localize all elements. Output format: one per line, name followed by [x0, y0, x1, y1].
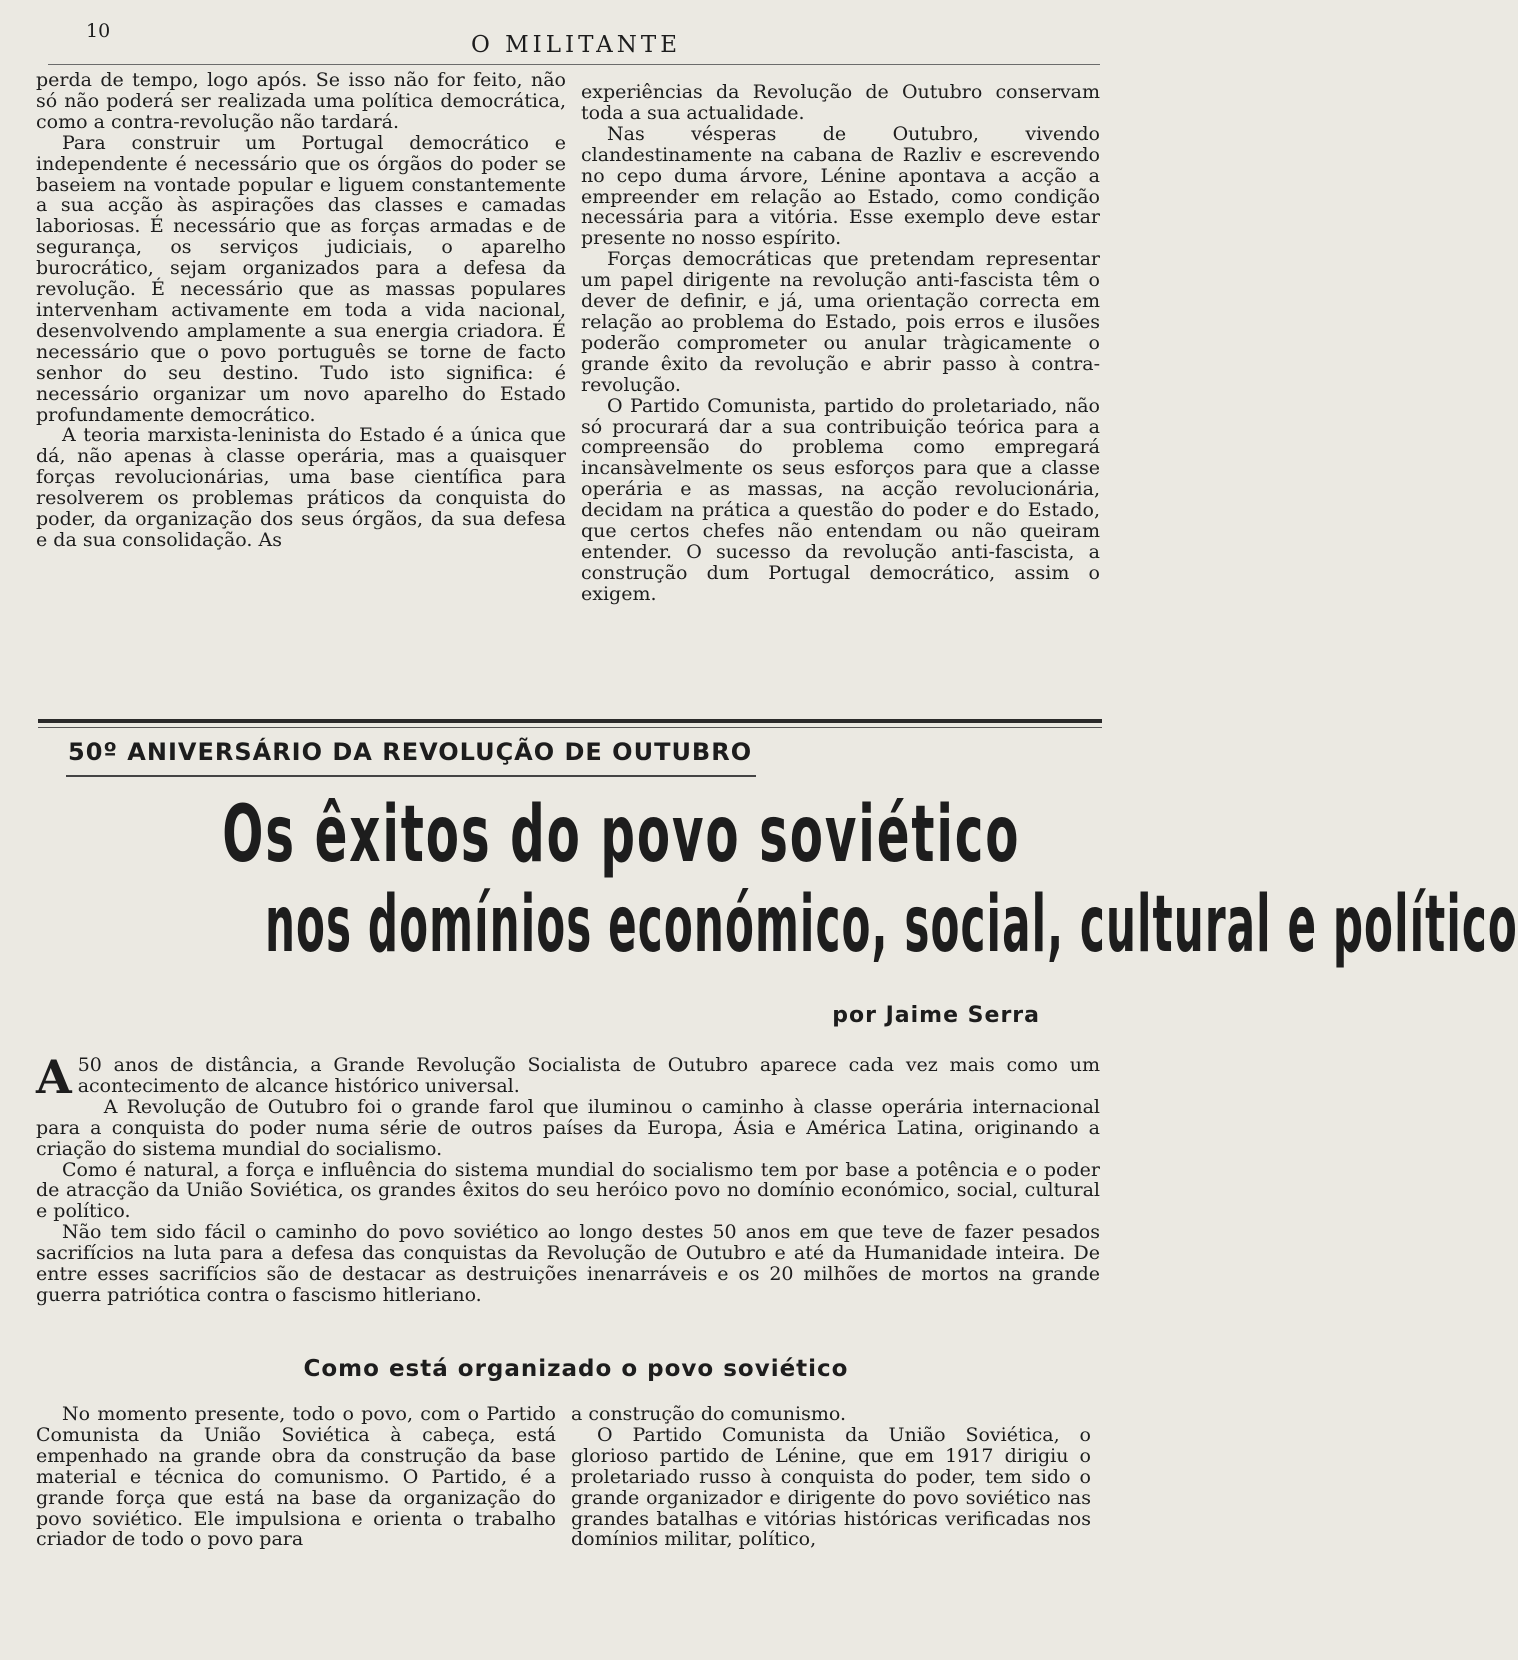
top-right-column	[581, 82, 1100, 605]
top-left-column	[36, 70, 566, 551]
intro-paragraph: A Revolução de Outubro foi o grande farol que iluminou o caminho à classe operária internacional para a conquista do poder numa série de outros países da Europa, Ásia e América Latina, originando a criação do sistema mundial do socialismo.	[36, 1095, 1100, 1160]
intro-first-text: 50 anos de distância, a Grande Revolução Socialista de Outubro aparece cada vez mais como um acontecimento de alcance histórico universal.	[77, 1054, 1100, 1097]
bottom-left-column	[36, 1404, 556, 1550]
article-kicker: 50º ANIVERSÁRIO DA REVOLUÇÃO DE OUTUBRO	[68, 738, 753, 766]
section-divider	[38, 719, 1102, 723]
kicker-underline	[66, 775, 756, 777]
section-subheading: Como está organizado o povo soviético	[303, 1356, 849, 1382]
paragraph: experiências da Revolução de Outubro conservam toda a sua actualidade.	[581, 81, 1100, 124]
byline: por Jaime Serra	[832, 1003, 1040, 1028]
paragraph: No momento presente, todo o povo, com o Partido Comunista da União Soviética à cabeça, está empenhado na grande obra da construção da base material e técnica do comunismo. O Partido, é a grande força que está na base da organização do povo soviético. Ele impulsiona e orienta o trabalho criador de todo o povo para	[36, 1403, 556, 1551]
paragraph: O Partido Comunista, partido do proletariado, não só procurará dar a sua contribuição teórica para a compreensão do problema como empregará incansàvelmente os seus esforços para que a classe operária e as massas, na acção revolucionária, decidam na prática a questão do poder e do Estado, que certos chefes não entendam ou não queiram entender. O sucesso da revolução anti-fascista, a construção dum Portugal democrático, assim o exigem.	[581, 394, 1100, 605]
running-title: O MILITANTE	[470, 32, 682, 58]
header-rule	[48, 64, 1100, 65]
intro-paragraph: Não tem sido fácil o caminho do povo soviético ao longo destes 50 anos em que teve de fazer pesados sacrifícios na luta para a defesa das conquistas da Revolução de Outubro e até da Humanidade inteira. De entre esses sacrifícios são de destacar as destruições inenarráveis e os 20 milhões de mortos na grande guerra patriótica contra o fascismo hitleriano.	[36, 1221, 1100, 1306]
article-intro	[36, 1050, 1100, 1306]
paragraph: O Partido Comunista da União Soviética, o glorioso partido de Lénine, que em 1917 dirigiu o proletariado russo à conquista do poder, tem sido o grande organizador e dirigente do povo soviético nas grandes batalhas e vitórias históricas verificadas nos domínios militar, político,	[571, 1423, 1091, 1551]
bottom-right-column	[571, 1404, 1091, 1550]
intro-paragraph: Como é natural, a força e influência do sistema mundial do socialismo tem por base a potência e o poder de atracção da União Soviética, os grandes êxitos do seu heróico povo no domínio económico, social, cultural e político.	[36, 1158, 1100, 1223]
drop-cap: A	[36, 1050, 72, 1104]
paragraph: perda de tempo, logo após. Se isso não for feito, não só não poderá ser realizada uma política democrática, como a contra-revolução não tardará.	[36, 69, 566, 133]
intro-paragraph	[36, 1050, 1100, 1104]
paragraph: A teoria marxista-leninista do Estado é a única que dá, não apenas à classe operária, mas a quaisquer forças revolucionárias, uma base científica para resolverem os problemas práticos da conquista do poder, da organização dos seus órgãos, da sua defesa e da sua consolidação. As	[36, 424, 566, 551]
section-divider-thin	[38, 727, 1102, 728]
page-number: 10	[86, 20, 111, 42]
paragraph: a construção do comunismo.	[571, 1403, 847, 1425]
paragraph: Para construir um Portugal democrático e independente é necessário que os órgãos do poder se baseiem na vontade popular e liguem constantemente a sua acção às aspirações das classes e camadas laboriosas. É necessário que as forças armadas e de segurança, os serviços judiciais, o aparelho burocrático, sejam organizados para a defesa da revolução. É necessário que as massas populares intervenham activamente em toda a vida nacional, desenvolvendo amplamente a sua energia criadora. É necessário que o povo português se torne de facto senhor do seu destino. Tudo isto significa: é necessário organizar um novo aparelho do Estado profundamente democrático.	[36, 131, 566, 426]
headline-line-1: Os êxitos do povo soviético	[222, 790, 1021, 880]
paragraph: Nas vésperas de Outubro, vivendo clandestinamente na cabana de Razliv e escrevendo no cepo duma árvore, Lénine apontava a acção a empreender em relação ao Estado, como condição necessária para a vitória. Esse exemplo deve estar presente no nosso espírito.	[581, 122, 1100, 250]
paragraph: Forças democráticas que pretendam representar um papel dirigente na revolução anti-fascista têm o dever de definir, e já, uma orientação correcta em relação ao problema do Estado, pois erros e ilusões poderão comprometer ou anular tràgicamente o grande êxito da revolução e abrir passo à contra-revolução.	[581, 248, 1100, 396]
headline-line-2: nos domínios económico, social, cultural e político	[264, 880, 1518, 970]
